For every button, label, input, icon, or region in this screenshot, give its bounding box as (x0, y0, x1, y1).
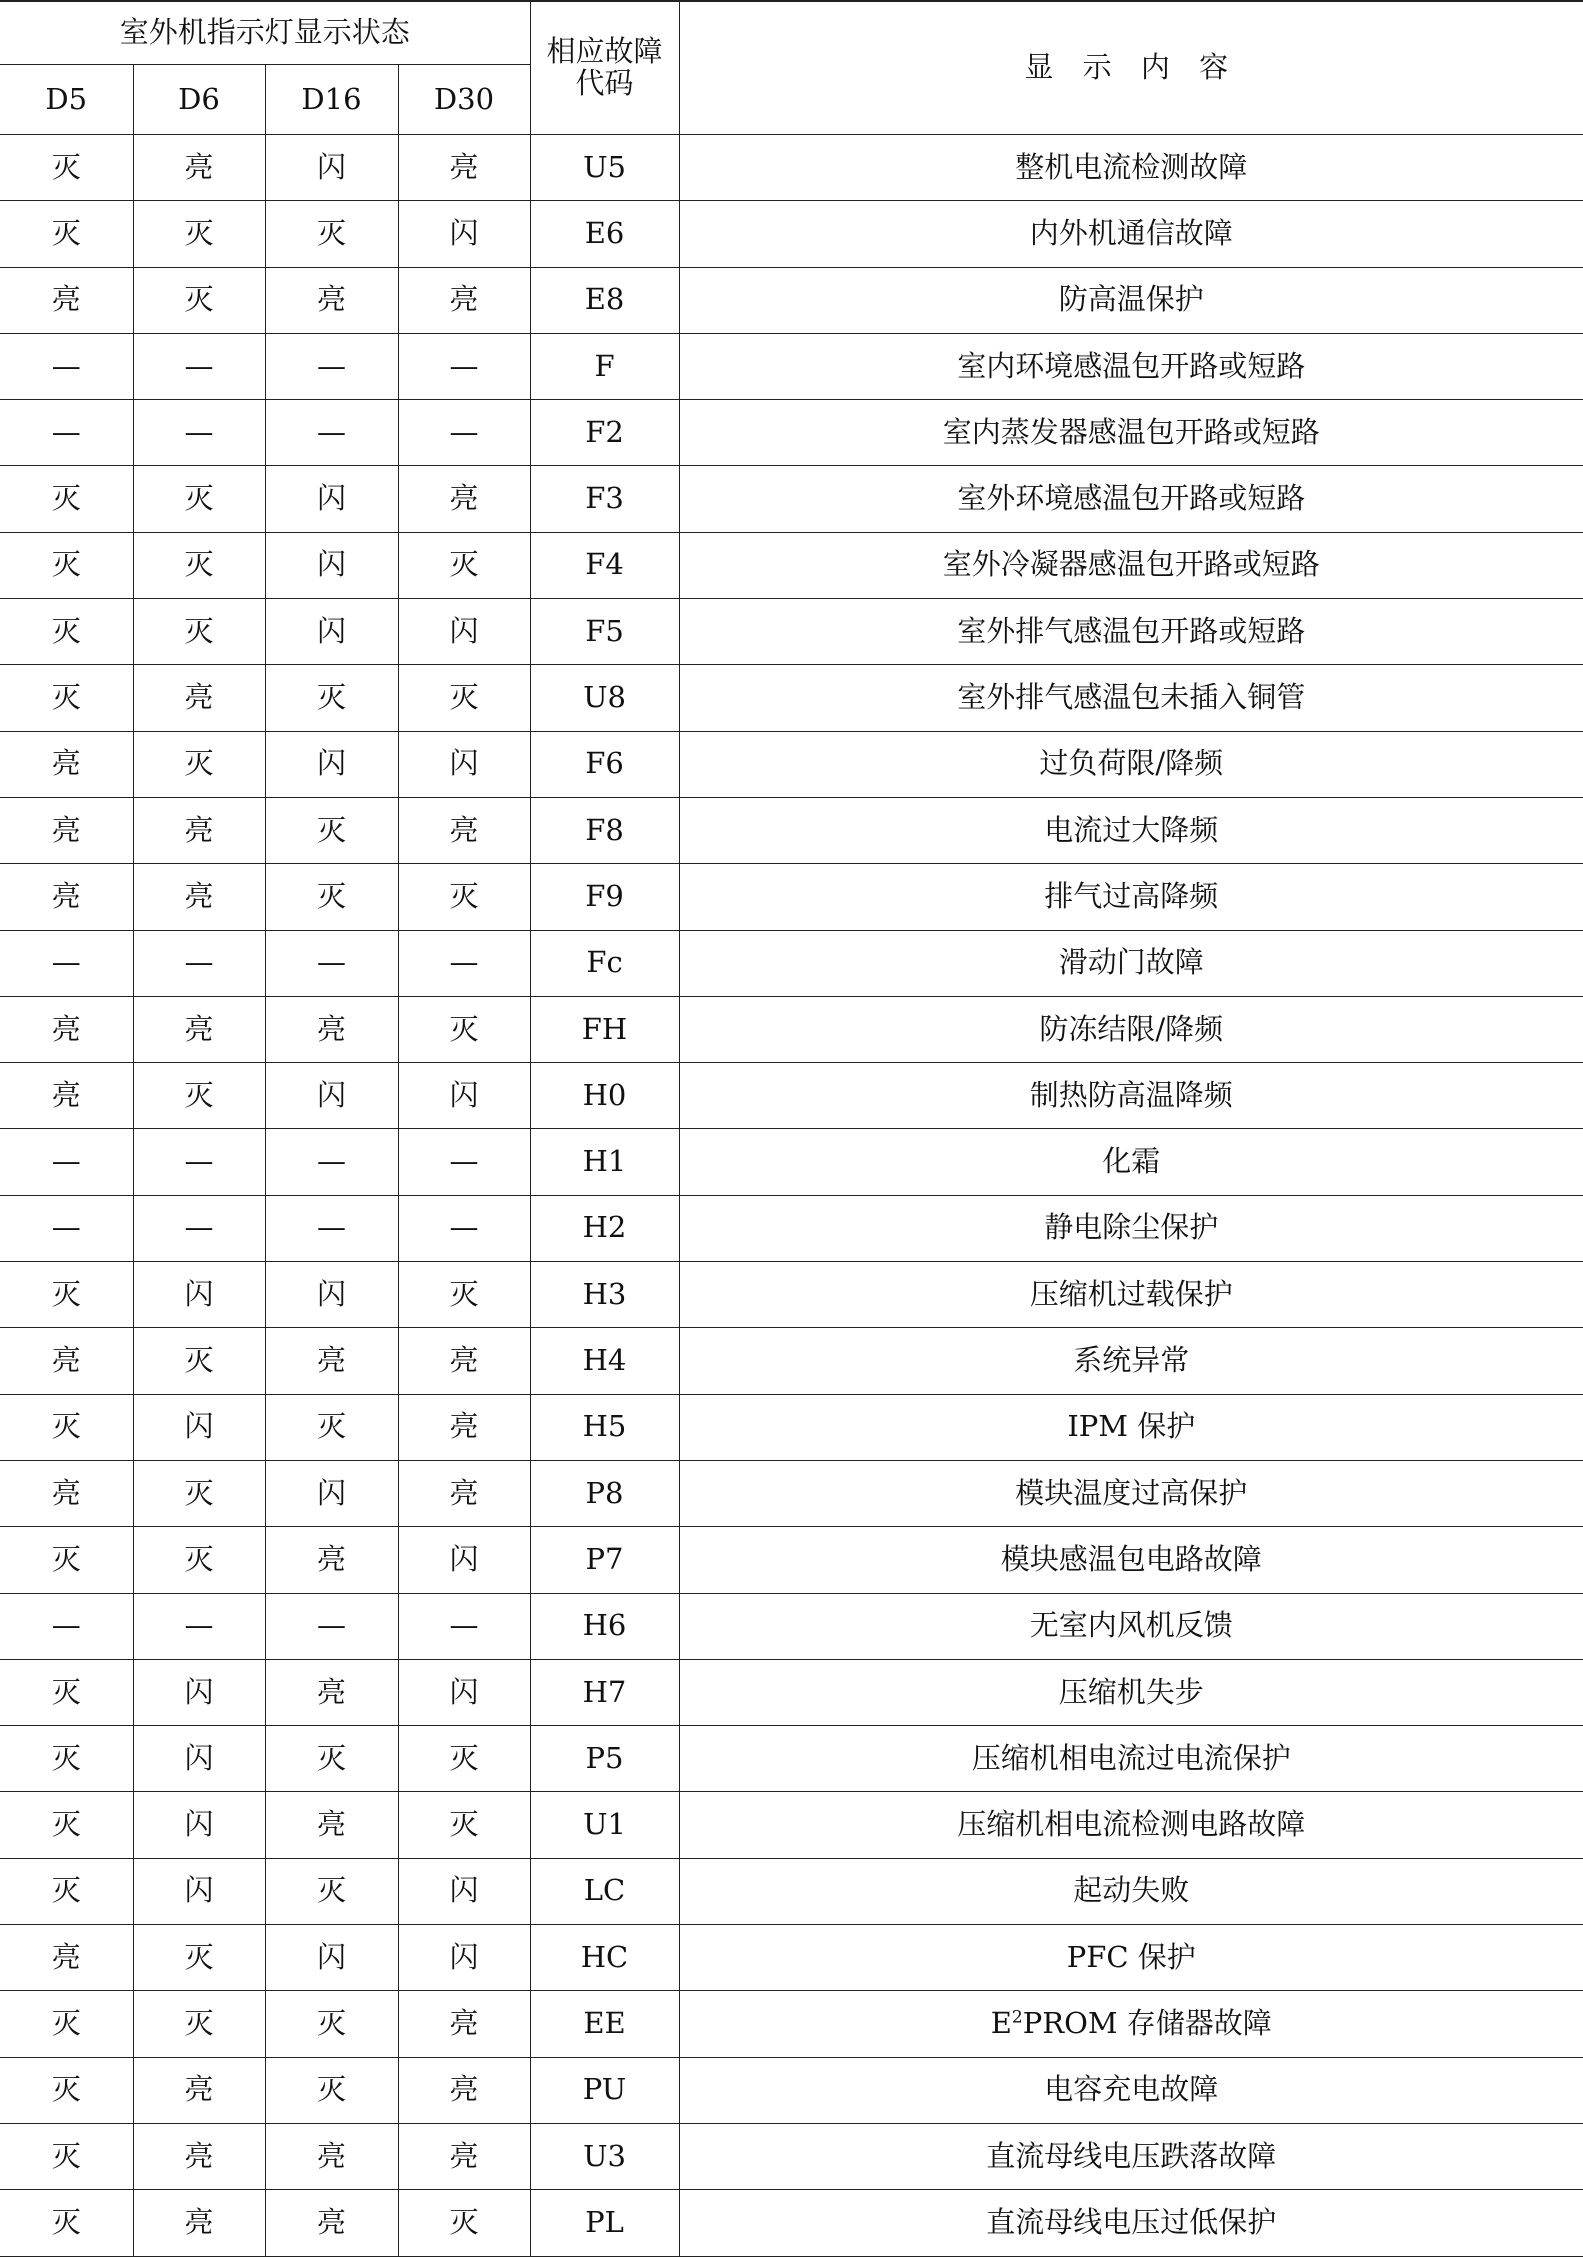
description-cell: 制热防高温降频 (679, 1063, 1583, 1129)
led-d16-cell: 闪 (265, 532, 398, 598)
led-d5-cell: — (0, 930, 133, 996)
led-d16-cell: 闪 (265, 1460, 398, 1526)
led-d16-cell: — (265, 400, 398, 466)
description-cell: 内外机通信故障 (679, 201, 1583, 267)
led-d16-cell: 灭 (265, 201, 398, 267)
led-d6-cell: 闪 (133, 1792, 265, 1858)
fault-code-cell: P8 (530, 1460, 679, 1526)
description-cell: 直流母线电压跌落故障 (679, 2123, 1583, 2189)
led-d16-cell: 亮 (265, 1792, 398, 1858)
led-d5-cell: 灭 (0, 2190, 133, 2256)
description-cell: IPM 保护 (679, 1394, 1583, 1460)
description-cell: 整机电流检测故障 (679, 135, 1583, 201)
fault-code-cell: F3 (530, 466, 679, 532)
led-d16-cell: 闪 (265, 1262, 398, 1328)
led-d16-cell: 亮 (265, 2190, 398, 2256)
led-d6-cell: 闪 (133, 1858, 265, 1924)
led-d16-cell: — (265, 1195, 398, 1261)
led-d6-cell: 灭 (133, 1063, 265, 1129)
fault-code-cell: PL (530, 2190, 679, 2256)
led-d30-cell: 亮 (398, 267, 530, 333)
led-d30-cell: 亮 (398, 797, 530, 863)
led-d6-cell: 闪 (133, 1394, 265, 1460)
led-d5-cell: — (0, 333, 133, 399)
led-d5-cell: 灭 (0, 665, 133, 731)
led-d30-cell: 灭 (398, 864, 530, 930)
led-d6-cell: 灭 (133, 466, 265, 532)
table-row (0, 1858, 1583, 1924)
led-d30-cell: 闪 (398, 599, 530, 665)
description-cell: 室外排气感温包开路或短路 (679, 599, 1583, 665)
led-d5-cell: 灭 (0, 1991, 133, 2057)
led-d16-cell: 闪 (265, 731, 398, 797)
table-row (0, 1262, 1583, 1328)
led-d16-cell: 亮 (265, 1659, 398, 1725)
table-body (0, 135, 1583, 2257)
led-header-d5: D5 (0, 65, 133, 135)
led-d16-cell: 闪 (265, 466, 398, 532)
led-d30-cell: 亮 (398, 1991, 530, 2057)
fault-code-cell: F5 (530, 599, 679, 665)
led-d16-cell: 灭 (265, 864, 398, 930)
led-d5-cell: 亮 (0, 267, 133, 333)
description-cell: 滑动门故障 (679, 930, 1583, 996)
table-row (0, 135, 1583, 201)
led-d30-cell: 灭 (398, 532, 530, 598)
led-d5-cell: 灭 (0, 1527, 133, 1593)
fault-code-cell: F6 (530, 731, 679, 797)
led-d5-cell: 灭 (0, 1726, 133, 1792)
fault-code-cell: H5 (530, 1394, 679, 1460)
description-prefix: E (990, 2006, 1012, 2041)
fault-code-header-line1: 相应故障 (546, 34, 663, 69)
led-d16-cell: 灭 (265, 1858, 398, 1924)
description-cell: 过负荷限/降频 (679, 731, 1583, 797)
description-cell: 静电除尘保护 (679, 1195, 1583, 1261)
led-d5-cell: 亮 (0, 731, 133, 797)
led-d30-cell: 闪 (398, 1063, 530, 1129)
led-d16-cell: 亮 (265, 996, 398, 1062)
led-d16-cell: 灭 (265, 1726, 398, 1792)
led-d16-cell: 灭 (265, 2057, 398, 2123)
table-row (0, 1328, 1583, 1394)
fault-code-cell: H3 (530, 1262, 679, 1328)
table-row (0, 1129, 1583, 1195)
table-row (0, 1659, 1583, 1725)
table-row (0, 1195, 1583, 1261)
led-d5-cell: 灭 (0, 466, 133, 532)
led-d16-cell: — (265, 1593, 398, 1659)
led-d30-cell: 灭 (398, 665, 530, 731)
table-row (0, 1593, 1583, 1659)
led-d5-cell: 亮 (0, 1460, 133, 1526)
led-d6-cell: — (133, 1195, 265, 1261)
description-cell: 室外环境感温包开路或短路 (679, 466, 1583, 532)
table-row (0, 2057, 1583, 2123)
led-d5-cell: 灭 (0, 1262, 133, 1328)
led-d30-cell: — (398, 1593, 530, 1659)
led-d5-cell: 灭 (0, 2123, 133, 2189)
led-d16-cell: — (265, 930, 398, 996)
led-d16-cell: 灭 (265, 1394, 398, 1460)
led-d16-cell: 亮 (265, 1527, 398, 1593)
led-d5-cell: 灭 (0, 1792, 133, 1858)
table-row (0, 267, 1583, 333)
led-d16-cell: 闪 (265, 1063, 398, 1129)
led-d6-cell: 亮 (133, 2123, 265, 2189)
table-row (0, 665, 1583, 731)
description-cell: 室内环境感温包开路或短路 (679, 333, 1583, 399)
description-cell: 电容充电故障 (679, 2057, 1583, 2123)
description-cell: 防冻结限/降频 (679, 996, 1583, 1062)
led-d30-cell: 亮 (398, 466, 530, 532)
led-d16-cell: 闪 (265, 1925, 398, 1991)
fault-code-cell: LC (530, 1858, 679, 1924)
led-d30-cell: 闪 (398, 201, 530, 267)
led-d16-cell: 闪 (265, 135, 398, 201)
fault-code-cell: H1 (530, 1129, 679, 1195)
led-d5-cell: 亮 (0, 864, 133, 930)
led-header-d6: D6 (133, 65, 265, 135)
description-cell (679, 1991, 1583, 2057)
description-cell: 压缩机相电流过电流保护 (679, 1726, 1583, 1792)
fault-code-header (530, 1, 679, 135)
led-d5-cell: — (0, 1129, 133, 1195)
led-d5-cell: 灭 (0, 1394, 133, 1460)
led-d6-cell: — (133, 333, 265, 399)
description-cell: 起动失败 (679, 1858, 1583, 1924)
led-d16-cell: 亮 (265, 2123, 398, 2189)
fault-code-cell: E8 (530, 267, 679, 333)
led-d5-cell: 亮 (0, 797, 133, 863)
description-cell: 化霜 (679, 1129, 1583, 1195)
led-d6-cell: 亮 (133, 864, 265, 930)
fault-code-cell: U8 (530, 665, 679, 731)
table-row (0, 1063, 1583, 1129)
led-d6-cell: 亮 (133, 996, 265, 1062)
fault-code-cell: H2 (530, 1195, 679, 1261)
table-row (0, 1394, 1583, 1460)
led-d5-cell: 灭 (0, 532, 133, 598)
led-d30-cell: — (398, 1129, 530, 1195)
led-d30-cell: 亮 (398, 1460, 530, 1526)
fault-code-cell: U3 (530, 2123, 679, 2189)
description-cell: 无室内风机反馈 (679, 1593, 1583, 1659)
table-row (0, 532, 1583, 598)
table-row (0, 797, 1583, 863)
table-row (0, 1460, 1583, 1526)
description-cell: PFC 保护 (679, 1925, 1583, 1991)
description-cell: 防高温保护 (679, 267, 1583, 333)
description-cell: 压缩机相电流检测电路故障 (679, 1792, 1583, 1858)
led-d6-cell: 亮 (133, 665, 265, 731)
led-d16-cell: — (265, 333, 398, 399)
led-d30-cell: 亮 (398, 2123, 530, 2189)
led-d5-cell: 灭 (0, 201, 133, 267)
table-row (0, 1527, 1583, 1593)
table-row (0, 864, 1583, 930)
fault-code-cell: H0 (530, 1063, 679, 1129)
fault-code-cell: H7 (530, 1659, 679, 1725)
table-row (0, 996, 1583, 1062)
led-d5-cell: — (0, 400, 133, 466)
led-d6-cell: — (133, 1129, 265, 1195)
description-cell: 模块温度过高保护 (679, 1460, 1583, 1526)
led-d16-cell: 闪 (265, 599, 398, 665)
led-d30-cell: 闪 (398, 1925, 530, 1991)
fault-code-cell: F4 (530, 532, 679, 598)
led-d5-cell: 灭 (0, 135, 133, 201)
led-d30-cell: 灭 (398, 1726, 530, 1792)
fault-code-cell: P5 (530, 1726, 679, 1792)
description-header: 显 示 内 容 (679, 1, 1583, 135)
led-d30-cell: — (398, 333, 530, 399)
led-d5-cell: 灭 (0, 599, 133, 665)
led-d6-cell: 闪 (133, 1262, 265, 1328)
fault-code-cell: F (530, 333, 679, 399)
description-cell: 压缩机过载保护 (679, 1262, 1583, 1328)
fault-code-cell: F9 (530, 864, 679, 930)
led-d6-cell: 灭 (133, 1328, 265, 1394)
table-row (0, 400, 1583, 466)
description-rest: PROM 存储器故障 (1022, 2006, 1272, 2041)
led-d5-cell: 亮 (0, 1063, 133, 1129)
table-row (0, 930, 1583, 996)
fault-code-cell: F2 (530, 400, 679, 466)
led-d30-cell: 亮 (398, 1394, 530, 1460)
description-cell: 室内蒸发器感温包开路或短路 (679, 400, 1583, 466)
led-d6-cell: 亮 (133, 797, 265, 863)
led-d30-cell: 灭 (398, 2190, 530, 2256)
led-d6-cell: 闪 (133, 1726, 265, 1792)
led-d30-cell: 亮 (398, 2057, 530, 2123)
led-d30-cell: 闪 (398, 1858, 530, 1924)
led-d6-cell: 灭 (133, 532, 265, 598)
led-d30-cell: 灭 (398, 1262, 530, 1328)
table-row (0, 1991, 1583, 2057)
description-superscript: 2 (1011, 2007, 1023, 2028)
led-d6-cell: — (133, 400, 265, 466)
description-cell: 直流母线电压过低保护 (679, 2190, 1583, 2256)
led-header-d30: D30 (398, 65, 530, 135)
led-d16-cell: 亮 (265, 1328, 398, 1394)
table-row (0, 1792, 1583, 1858)
fault-code-cell: U1 (530, 1792, 679, 1858)
led-d6-cell: 闪 (133, 1659, 265, 1725)
led-d16-cell: 亮 (265, 267, 398, 333)
led-d6-cell: 灭 (133, 599, 265, 665)
led-d5-cell: 灭 (0, 1659, 133, 1725)
led-d5-cell: — (0, 1195, 133, 1261)
fault-code-cell: Fc (530, 930, 679, 996)
led-d5-cell: 亮 (0, 1328, 133, 1394)
fault-code-cell: EE (530, 1991, 679, 2057)
description-cell: 系统异常 (679, 1328, 1583, 1394)
led-d6-cell: 灭 (133, 267, 265, 333)
led-d5-cell: 亮 (0, 996, 133, 1062)
led-d30-cell: — (398, 930, 530, 996)
table-row (0, 731, 1583, 797)
description-cell: 室外排气感温包未插入铜管 (679, 665, 1583, 731)
table-row (0, 333, 1583, 399)
fault-code-cell: PU (530, 2057, 679, 2123)
fault-code-cell: FH (530, 996, 679, 1062)
led-d6-cell: — (133, 1593, 265, 1659)
table-row (0, 2123, 1583, 2189)
led-d5-cell: 灭 (0, 1858, 133, 1924)
led-d30-cell: 亮 (398, 1328, 530, 1394)
led-d30-cell: 灭 (398, 1792, 530, 1858)
led-d16-cell: — (265, 1129, 398, 1195)
led-d6-cell: 灭 (133, 201, 265, 267)
led-d6-cell: 灭 (133, 1991, 265, 2057)
table-row (0, 201, 1583, 267)
led-d6-cell: 亮 (133, 2190, 265, 2256)
fault-code-cell: F8 (530, 797, 679, 863)
led-d6-cell: — (133, 930, 265, 996)
led-d30-cell: 闪 (398, 1659, 530, 1725)
led-d16-cell: 灭 (265, 665, 398, 731)
led-d6-cell: 亮 (133, 135, 265, 201)
led-d5-cell: 灭 (0, 2057, 133, 2123)
led-d5-cell: — (0, 1593, 133, 1659)
led-d6-cell: 灭 (133, 731, 265, 797)
led-d30-cell: — (398, 1195, 530, 1261)
led-d30-cell: 灭 (398, 996, 530, 1062)
fault-code-cell: HC (530, 1925, 679, 1991)
description-cell: 压缩机失步 (679, 1659, 1583, 1725)
led-d5-cell: 亮 (0, 1925, 133, 1991)
led-d30-cell: — (398, 400, 530, 466)
fault-code-cell: H6 (530, 1593, 679, 1659)
led-d6-cell: 灭 (133, 1925, 265, 1991)
led-d6-cell: 灭 (133, 1527, 265, 1593)
led-d6-cell: 灭 (133, 1460, 265, 1526)
table-row (0, 1726, 1583, 1792)
led-d16-cell: 灭 (265, 1991, 398, 2057)
fault-code-header-line2: 代码 (575, 66, 634, 100)
description-cell: 电流过大降频 (679, 797, 1583, 863)
led-d30-cell: 闪 (398, 731, 530, 797)
table-header (0, 1, 1583, 135)
led-status-group-header: 室外机指示灯显示状态 (0, 1, 530, 65)
led-d30-cell: 亮 (398, 135, 530, 201)
description-cell: 室外冷凝器感温包开路或短路 (679, 532, 1583, 598)
fault-code-cell: P7 (530, 1527, 679, 1593)
fault-code-cell: E6 (530, 201, 679, 267)
description-cell: 排气过高降频 (679, 864, 1583, 930)
fault-code-cell: U5 (530, 135, 679, 201)
led-d16-cell: 灭 (265, 797, 398, 863)
table-row (0, 599, 1583, 665)
led-header-d16: D16 (265, 65, 398, 135)
table-row (0, 2190, 1583, 2256)
led-d30-cell: 闪 (398, 1527, 530, 1593)
description-cell: 模块感温包电路故障 (679, 1527, 1583, 1593)
fault-code-cell: H4 (530, 1328, 679, 1394)
table-row (0, 466, 1583, 532)
led-d6-cell: 亮 (133, 2057, 265, 2123)
table-row (0, 1925, 1583, 1991)
